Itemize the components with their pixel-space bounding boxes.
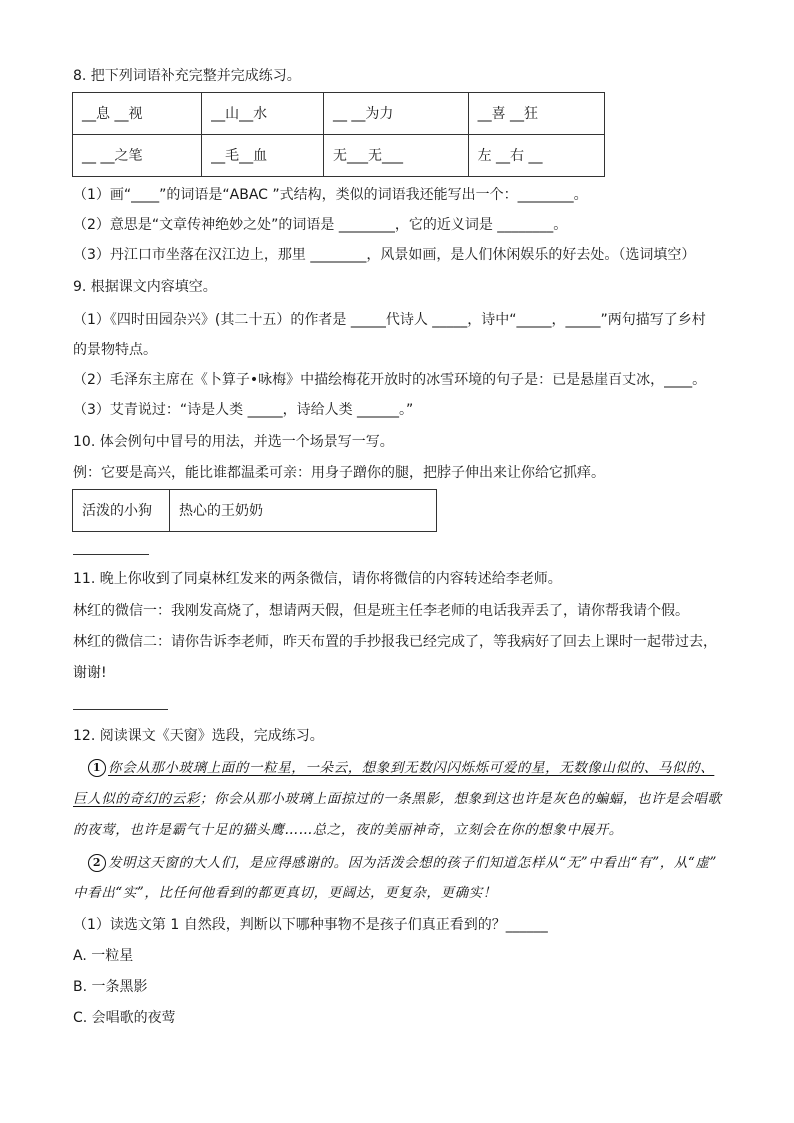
passage-para-2-line-2: 中看出“实”，比任何他看到的都更真切，更阔达，更复杂，更确实！: [73, 885, 497, 901]
q11-message-1: 林红的微信一：我刚发高烧了，想请两天假，但是班主任李老师的电话我弄丢了，请你帮我请个假。: [73, 603, 689, 619]
q12-title: 12. 阅读课文《天窗》选段，完成练习。: [73, 728, 324, 744]
table-cell: __喜 __狂: [468, 93, 604, 135]
passage-para-1-line-3: 的夜莺，也许是霸气十足的猫头鹰……总之，夜的美丽神奇，立刻会在你的想象中展开。: [73, 822, 623, 838]
q11-title: 11. 晚上你收到了同桌林红发来的两条微信，请你将微信的内容转述给李老师。: [73, 571, 562, 587]
choice-a: A. 一粒星: [73, 948, 134, 964]
table-cell: 无___无___: [323, 135, 468, 177]
paragraph-number-icon: 2: [88, 854, 106, 872]
q8-subquestion-3: （3）丹江口市坐落在汉江边上，那里 ________，风景如画，是人们休闲娱乐的好去处。（选词填空）: [73, 247, 696, 263]
paragraph-number-icon: 1: [88, 759, 106, 777]
passage-para-2-line-1: [88, 852, 717, 874]
q9-subquestion-3: （3）艾青说过：“诗是人类 _____，诗给人类 ______。”: [73, 402, 414, 418]
table-cell: __息 __视: [73, 93, 202, 135]
q11-message-2: 林红的微信二：请你告诉李老师，昨天布置的手抄报我已经完成了，等我病好了回去上课时一起带过去，: [73, 634, 717, 650]
q8-word-table: [72, 92, 605, 177]
q9-title: 9. 根据课文内容填空。: [73, 279, 217, 295]
underlined-text: 巨人似的奇幻的云彩: [73, 791, 200, 807]
choice-b: B. 一条黑影: [73, 979, 148, 995]
passage-text: ；你会从那小玻璃上面掠过的一条黑影，想象到这也许是灰色的蝙蝠，也许是会唱歌: [199, 791, 722, 807]
q10-scene-table: [72, 489, 437, 532]
q8-subquestion-1: （1）画“____”的词语是“ABAC ”式结构，类似的词语我还能写出一个：________。: [73, 187, 588, 203]
table-cell: __山__水: [202, 93, 324, 135]
q9-subquestion-2: （2）毛泽东主席在《卜算子•咏梅》中描绘梅花开放时的冰雪环境的句子是：已是悬崖百丈冰，____。: [73, 372, 707, 388]
table-cell: __ __为力: [323, 93, 468, 135]
q8-subquestion-2: （2）意思是“文章传神绝妙之处”的词语是 ________，它的近义词是 ________。: [73, 217, 568, 233]
answer-line: [73, 709, 168, 710]
scene-option: 热心的王奶奶: [170, 490, 437, 532]
underlined-text: 你会从那小玻璃上面的一粒星，一朵云，想象到无数闪闪烁烁可爱的星，无数像山似的、马似的、: [108, 760, 715, 776]
table-cell: 左 __右 __: [468, 135, 604, 177]
q12-subquestion-1: （1）读选文第 1 自然段，判断以下哪种事物不是孩子们真正看到的？______: [73, 917, 548, 933]
q11-message-2-cont: 谢谢!: [73, 665, 107, 681]
passage-para-1-line-2: [73, 788, 722, 810]
passage-para-1-line-1: [88, 757, 714, 779]
choice-c: C. 会唱歌的夜莺: [73, 1010, 176, 1026]
passage-text: 发明这天窗的大人们，是应得感谢的。因为活泼会想的孩子们知道怎样从“无”中看出“有”，从“虚”: [108, 855, 718, 871]
q8-title: 8. 把下列词语补充完整并完成练习。: [73, 68, 301, 84]
q10-title: 10. 体会例句中冒号的用法，并选一个场景写一写。: [73, 434, 394, 450]
q10-example: 例：它要是高兴，能比谁都温柔可亲：用身子蹭你的腿，把脖子伸出来让你给它抓痒。: [73, 465, 605, 481]
table-cell: __毛__血: [202, 135, 324, 177]
table-cell: __ __之笔: [73, 135, 202, 177]
q9-subquestion-1: （1）《四时田园杂兴》(其二十五）的作者是 _____代诗人 _____，诗中“_____，_____”两句描写了乡村: [73, 312, 706, 328]
answer-line: [73, 554, 149, 555]
q9-subquestion-1-cont: 的景物特点。: [73, 342, 157, 358]
scene-option: 活泼的小狗: [73, 490, 170, 532]
